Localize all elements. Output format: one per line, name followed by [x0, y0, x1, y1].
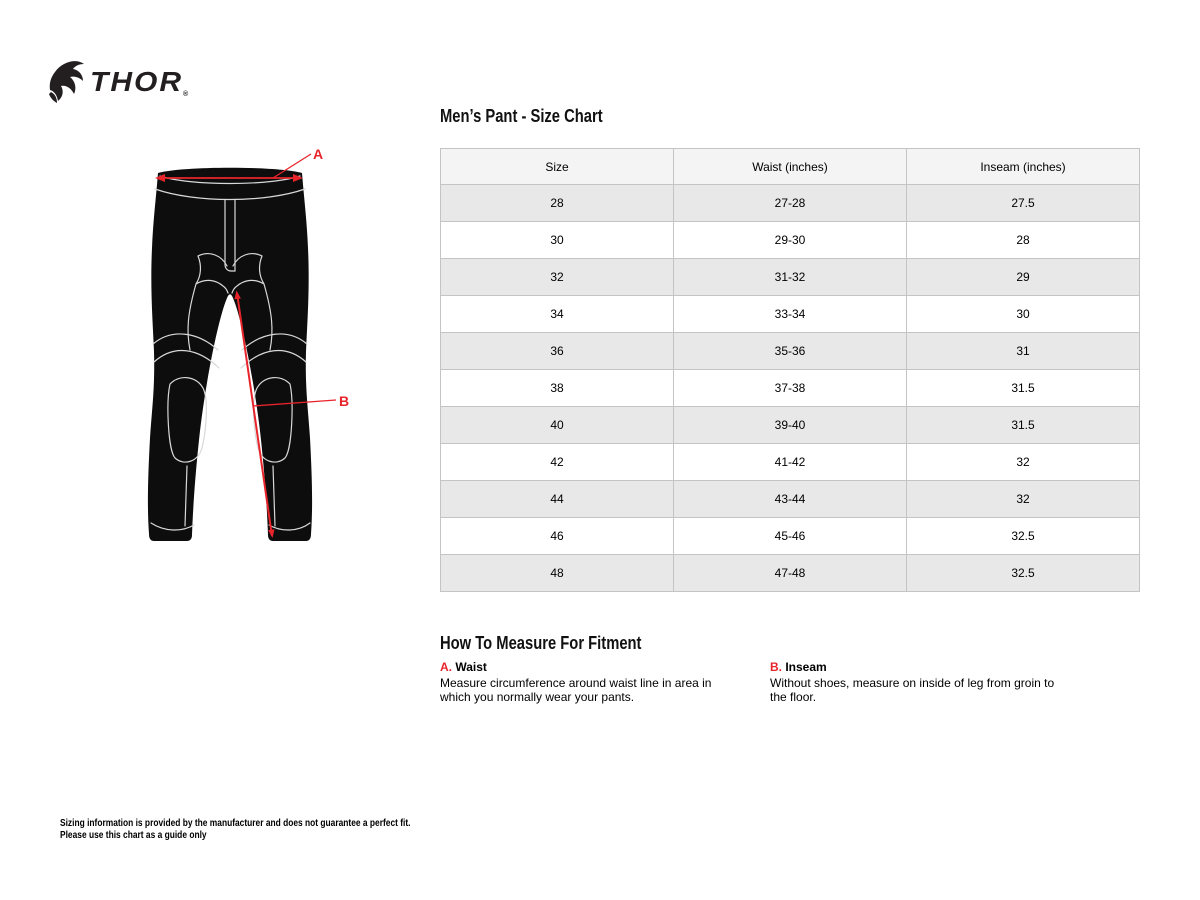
- table-row: [441, 259, 1140, 296]
- table-cell: 30: [907, 296, 1140, 333]
- registered-trademark-icon: ®: [183, 91, 189, 98]
- table-cell: 31.5: [907, 370, 1140, 407]
- table-cell: 32.5: [907, 555, 1140, 592]
- howto-waist-label: [440, 660, 742, 675]
- table-cell: 36: [441, 333, 674, 370]
- table-cell: 31.5: [907, 407, 1140, 444]
- table-cell: 40: [441, 407, 674, 444]
- table-cell: 32: [907, 444, 1140, 481]
- table-cell: 31: [907, 333, 1140, 370]
- table-cell: 29-30: [674, 222, 907, 259]
- table-cell: 31-32: [674, 259, 907, 296]
- table-row: [441, 296, 1140, 333]
- howto-waist-letter: A.: [440, 660, 452, 674]
- disclaimer-line-2: Please use this chart as a guide only: [60, 829, 207, 841]
- table-cell: 33-34: [674, 296, 907, 333]
- brand-logo: [46, 58, 188, 108]
- thor-goat-logo-icon: [46, 58, 86, 106]
- howto-inseam-name: Inseam: [785, 660, 827, 674]
- column-header: Waist (inches): [674, 149, 907, 185]
- disclaimer-line-1: Sizing information is provided by the manufacturer and does not guarantee a perfect fit.: [60, 818, 411, 829]
- column-header: Size: [441, 149, 674, 185]
- table-row: [441, 444, 1140, 481]
- table-cell: 32: [441, 259, 674, 296]
- table-cell: 42: [441, 444, 674, 481]
- table-row: [441, 518, 1140, 555]
- table-cell: 44: [441, 481, 674, 518]
- column-header: Inseam (inches): [907, 149, 1140, 185]
- size-chart-table: [440, 148, 1140, 592]
- table-cell: 28: [907, 222, 1140, 259]
- table-row: [441, 333, 1140, 370]
- table-cell: 34: [441, 296, 674, 333]
- table-row: [441, 222, 1140, 259]
- table-row: [441, 370, 1140, 407]
- table-cell: 32: [907, 481, 1140, 518]
- table-cell: 47-48: [674, 555, 907, 592]
- howto-title: How To Measure For Fitment: [440, 633, 642, 653]
- table-cell: 46: [441, 518, 674, 555]
- howto-waist-name: Waist: [455, 660, 487, 674]
- table-cell: 38: [441, 370, 674, 407]
- pant-silhouette: [148, 168, 312, 541]
- waist-label-a: A: [313, 146, 324, 162]
- table-cell: 43-44: [674, 481, 907, 518]
- table-cell: 27.5: [907, 185, 1140, 222]
- howto-inseam: [770, 660, 1060, 705]
- table-row: [441, 481, 1140, 518]
- table-body: [441, 185, 1140, 592]
- table-cell: 30: [441, 222, 674, 259]
- howto-inseam-description: Without shoes, measure on inside of leg from groin to the floor.: [770, 675, 1055, 704]
- howto-waist: [440, 660, 742, 705]
- table-cell: 48: [441, 555, 674, 592]
- brand-name: THOR: [90, 67, 183, 98]
- table-header-row: [441, 149, 1140, 185]
- table-cell: 27-28: [674, 185, 907, 222]
- table-cell: 39-40: [674, 407, 907, 444]
- sizing-disclaimer: [60, 818, 411, 841]
- pants-measurement-diagram: [140, 140, 370, 560]
- table-cell: 45-46: [674, 518, 907, 555]
- table-row: [441, 407, 1140, 444]
- table-row: [441, 185, 1140, 222]
- howto-waist-description: Measure circumference around waist line in area in which you normally wear your pants.: [440, 675, 712, 704]
- table-cell: 41-42: [674, 444, 907, 481]
- table-cell: 35-36: [674, 333, 907, 370]
- page-title: Men’s Pant - Size Chart: [440, 106, 603, 126]
- inseam-label-b: B: [339, 393, 350, 409]
- table-row: [441, 555, 1140, 592]
- table-cell: 29: [907, 259, 1140, 296]
- table-cell: 32.5: [907, 518, 1140, 555]
- howto-inseam-label: [770, 660, 1060, 675]
- howto-inseam-letter: B.: [770, 660, 782, 674]
- table-cell: 37-38: [674, 370, 907, 407]
- table-cell: 28: [441, 185, 674, 222]
